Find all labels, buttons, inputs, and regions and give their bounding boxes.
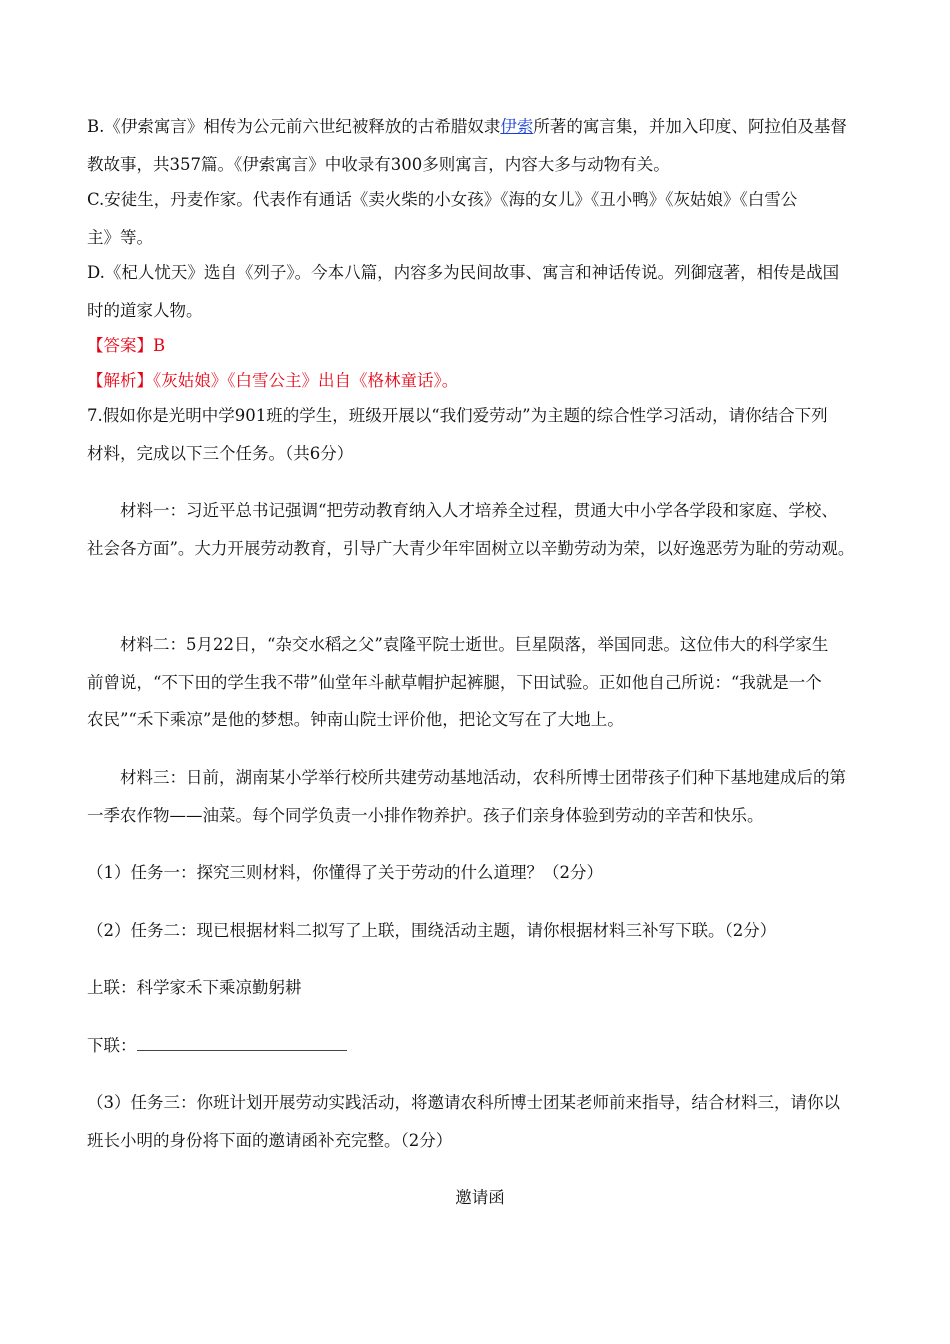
analysis (87, 370, 458, 392)
material-2-line-3: 农民”“禾下乘凉”是他的梦想。钟南山院士评价他，把论文写在了大地上。 (87, 710, 624, 729)
aesop-link[interactable]: 伊索 (500, 117, 534, 136)
analysis-text: 《灰姑娘》《白雪公主》出自《格林童话》。 (153, 371, 459, 390)
analysis-label: 【解析】 (87, 371, 153, 390)
invitation-title: 邀请函 (455, 1188, 505, 1207)
material-2-line-2: 前曾说，“不下田的学生我不带”仙堂年斗献草帽护起裤腿，下田试验。正如他自己所说：“我就是一个 (87, 673, 822, 692)
option-b-text-cont: 所著的寓言集，并加入印度、阿拉伯及基督 (533, 117, 847, 136)
task-1: （1）任务一：探究三则材料，你懂得了关于劳动的什么道理？（2分） (87, 863, 603, 882)
couplet-lower-label: 下联： (87, 1036, 137, 1055)
option-b-line-1 (87, 116, 847, 138)
material-1-line-2: 社会各方面”。大力开展劳动教育，引导广大青少年牢固树立以辛勤劳动为荣，以好逸恶劳为耻的劳动观。 (87, 539, 855, 558)
material-3-line-2: 一季农作物——油菜。每个同学负责一小排作物养护。孩子们亲身体验到劳动的辛苦和快乐。 (87, 806, 764, 825)
option-b-line-2: 教故事，共357篇。《伊索寓言》中收录有300多则寓言，内容大多与动物有关。 (87, 155, 670, 174)
answer-value: B (153, 336, 166, 355)
answer-label: 【答案】 (87, 336, 153, 355)
option-d-line-2: 时的道家人物。 (87, 301, 203, 320)
answer (87, 335, 165, 357)
option-b-text: B.《伊索寓言》相传为公元前六世纪被释放的古希腊奴隶 (87, 117, 501, 136)
material-2-line-1: 材料二：5月22日，“杂交水稻之父”袁隆平院士逝世。巨星陨落，举国同悲。这位伟大的科学家生 (120, 635, 829, 654)
task-2: （2）任务二：现已根据材料二拟写了上联，围绕活动主题，请你根据材料三补写下联。（2分） (87, 921, 777, 940)
material-3-line-1: 材料三：日前，湖南某小学举行校所共建劳动基地活动，农科所博士团带孩子们种下基地建成后的第 (120, 768, 846, 787)
couplet-upper: 上联：科学家禾下乘凉勤躬耕 (87, 978, 302, 997)
option-d-line-1: D.《杞人忧天》选自《列子》。今本八篇，内容多为民间故事、寓言和神话传说。列御寇著，相传是战国 (87, 263, 840, 282)
task-3-line-2: 班长小明的身份将下面的邀请函补充完整。（2分） (87, 1131, 453, 1150)
option-c-line-2: 主》等。 (87, 228, 153, 247)
question-7-line-2: 材料，完成以下三个任务。（共6分） (87, 444, 354, 463)
couplet-lower-blank[interactable] (137, 1036, 347, 1051)
material-1-line-1: 材料一：习近平总书记强调“把劳动教育纳入人才培养全过程，贯通大中小学各学段和家庭、学校、 (120, 501, 838, 520)
couplet-lower (87, 1035, 347, 1057)
option-c-line-1: C.安徒生，丹麦作家。代表作有通话《卖火柴的小女孩》《海的女儿》《丑小鸭》《灰姑娘》《白雪公 (87, 190, 798, 209)
question-7-line-1: 7.假如你是光明中学901班的学生，班级开展以“我们爱劳动”为主题的综合性学习活动，请你结合下列 (87, 406, 828, 425)
task-3-line-1: （3）任务三：你班计划开展劳动实践活动，将邀请农科所博士团某老师前来指导，结合材料三，请你以 (87, 1093, 840, 1112)
